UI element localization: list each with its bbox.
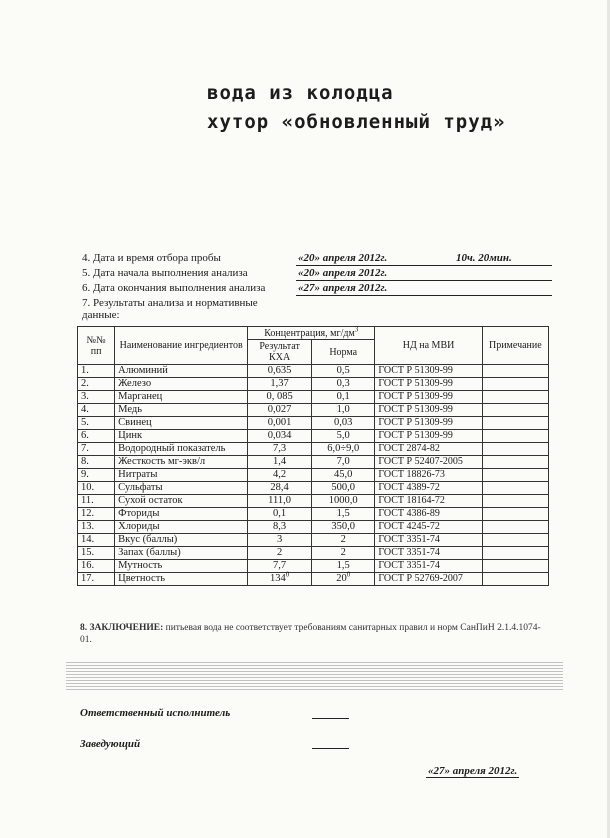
table-row bbox=[78, 482, 549, 495]
row-nd bbox=[375, 495, 482, 508]
row-note bbox=[482, 508, 548, 521]
table-header-row bbox=[78, 327, 549, 340]
row-name bbox=[115, 482, 248, 495]
row-name bbox=[115, 560, 248, 573]
row-result-text: 134 bbox=[269, 573, 286, 584]
head-signature-label: Заведующий bbox=[80, 738, 141, 750]
row-norm bbox=[312, 534, 375, 547]
row-name bbox=[115, 391, 248, 404]
row-result bbox=[248, 508, 312, 521]
row-norm-text: 1,5 bbox=[336, 508, 350, 519]
row-norm-text: 350,0 bbox=[331, 521, 356, 532]
row-norm-text: 7,0 bbox=[336, 456, 350, 467]
row-nd bbox=[375, 521, 482, 534]
row-nd bbox=[375, 508, 482, 521]
col-norm-header: Норма bbox=[312, 340, 375, 365]
row-note bbox=[482, 456, 548, 469]
row-name-text: Запах (баллы) bbox=[118, 547, 181, 558]
table-body bbox=[78, 365, 549, 586]
table-row bbox=[78, 534, 549, 547]
sample-time: 10ч. 20мин. bbox=[456, 252, 512, 264]
col-name-header: Наименование ингредиентов bbox=[115, 327, 248, 365]
row-num-text: 2. bbox=[81, 378, 89, 389]
row-norm bbox=[312, 469, 375, 482]
row-nd-text: ГОСТ 18826-73 bbox=[378, 469, 445, 480]
row-result-text: 0, 085 bbox=[266, 391, 293, 402]
row-name bbox=[115, 547, 248, 560]
row-name bbox=[115, 495, 248, 508]
row-result-sup: 0 bbox=[285, 570, 290, 579]
row-nd-text: ГОСТ 4386-89 bbox=[378, 508, 440, 519]
row-name-text: Водородный показатель bbox=[118, 443, 226, 454]
row-nd bbox=[375, 469, 482, 482]
row-result bbox=[248, 570, 312, 586]
row-norm-text: 6,0÷9,0 bbox=[327, 443, 360, 454]
row-name-text: Сухой остаток bbox=[118, 495, 183, 506]
row-nd bbox=[375, 378, 482, 391]
table-row bbox=[78, 378, 549, 391]
conclusion-text: питьевая вода не соответствует требованиям санитарных правил и норм СанПиН 2.1.4.1074-01. bbox=[80, 623, 541, 645]
row-result-text: 0,001 bbox=[267, 417, 292, 428]
row-result-text: 0,027 bbox=[267, 404, 292, 415]
row-name bbox=[115, 573, 248, 586]
row-norm-text: 2 bbox=[340, 547, 346, 558]
row-nd bbox=[375, 456, 482, 469]
row-norm-text: 20 bbox=[336, 573, 347, 584]
sample-info bbox=[82, 252, 552, 321]
hatched-band bbox=[66, 662, 563, 692]
row-name-text: Мутность bbox=[118, 560, 163, 571]
row-num bbox=[78, 547, 115, 560]
row-nd bbox=[375, 365, 482, 378]
row-num-text: 3. bbox=[81, 391, 89, 402]
row-num bbox=[78, 391, 115, 404]
row-num-text: 7. bbox=[81, 443, 89, 454]
row-norm-text: 1,5 bbox=[336, 560, 350, 571]
row-result bbox=[248, 482, 312, 495]
table-row bbox=[78, 430, 549, 443]
row-nd-text: ГОСТ Р 51309-99 bbox=[378, 404, 453, 415]
row-result-text: 7,3 bbox=[273, 443, 287, 454]
row-nd bbox=[375, 534, 482, 547]
row-note bbox=[482, 534, 548, 547]
row-note bbox=[482, 443, 548, 456]
row-nd-text: ГОСТ Р 51309-99 bbox=[378, 430, 453, 441]
row-nd-text: ГОСТ 4245-72 bbox=[378, 521, 440, 532]
row-norm bbox=[312, 391, 375, 404]
row-note bbox=[482, 378, 548, 391]
row-result-text: 0,635 bbox=[267, 365, 292, 376]
row-num bbox=[78, 560, 115, 573]
row-norm-text: 0,3 bbox=[336, 378, 350, 389]
row-num-text: 4. bbox=[81, 404, 89, 415]
row-num-text: 1. bbox=[81, 365, 89, 376]
row-norm-text: 5,0 bbox=[336, 430, 350, 441]
row-norm bbox=[312, 430, 375, 443]
end-date-value bbox=[296, 282, 552, 296]
row-note bbox=[482, 365, 548, 378]
table-row bbox=[78, 391, 549, 404]
row-norm-text: 45,0 bbox=[334, 469, 353, 480]
col-nd-header: НД на МВИ bbox=[375, 327, 482, 365]
row-nd bbox=[375, 430, 482, 443]
row-num bbox=[78, 456, 115, 469]
row-norm-text: 0,03 bbox=[334, 417, 353, 428]
col-result-header: Результат КХА bbox=[248, 340, 312, 365]
row-name-text: Фториды bbox=[118, 508, 160, 519]
end-date: «27» апреля 2012г. bbox=[298, 282, 388, 294]
row-nd-text: ГОСТ Р 52407-2005 bbox=[378, 456, 463, 467]
table-row bbox=[78, 495, 549, 508]
concentration-label: Концентрация, мг/дм bbox=[264, 327, 355, 339]
row-norm bbox=[312, 417, 375, 430]
executor-signature-label: Ответственный исполнитель bbox=[80, 707, 231, 719]
row-note bbox=[482, 404, 548, 417]
start-date-row bbox=[82, 267, 552, 282]
row-num bbox=[78, 495, 115, 508]
row-num-text: 17. bbox=[81, 573, 95, 584]
row-name-text: Цинк bbox=[118, 430, 143, 441]
row-num bbox=[78, 443, 115, 456]
row-name-text: Сульфаты bbox=[118, 482, 163, 493]
row-num-text: 15. bbox=[81, 547, 95, 558]
row-note bbox=[482, 573, 548, 586]
row-name bbox=[115, 430, 248, 443]
footer-date: «27» апреля 2012г. bbox=[428, 765, 518, 777]
row-result bbox=[248, 391, 312, 404]
row-note bbox=[482, 430, 548, 443]
sample-date-row bbox=[82, 252, 552, 267]
table-row bbox=[78, 469, 549, 482]
row-nd bbox=[375, 443, 482, 456]
table-row bbox=[78, 560, 549, 573]
row-result-text: 1,4 bbox=[273, 456, 287, 467]
table-row bbox=[78, 365, 549, 378]
row-num bbox=[78, 482, 115, 495]
row-name-text: Железо bbox=[118, 378, 152, 389]
row-name-text: Медь bbox=[118, 404, 143, 415]
end-date-row bbox=[82, 282, 552, 297]
row-name bbox=[115, 417, 248, 430]
row-norm bbox=[312, 508, 375, 521]
row-num-text: 14. bbox=[81, 534, 95, 545]
row-num bbox=[78, 378, 115, 391]
row-result bbox=[248, 365, 312, 378]
row-result-text: 0,034 bbox=[267, 430, 292, 441]
row-norm bbox=[312, 560, 375, 573]
row-norm-sup: 0 bbox=[346, 570, 351, 579]
row-result bbox=[248, 521, 312, 534]
row-norm bbox=[312, 521, 375, 534]
row-norm-text: 1000,0 bbox=[328, 495, 358, 506]
row-name-text: Нитраты bbox=[118, 469, 158, 480]
row-norm bbox=[312, 570, 375, 586]
document-title-line2: хутор «обновленный труд» bbox=[207, 111, 506, 133]
row-nd-text: ГОСТ Р 51309-99 bbox=[378, 417, 453, 428]
row-num-text: 13. bbox=[81, 521, 95, 532]
row-note bbox=[482, 482, 548, 495]
row-name bbox=[115, 365, 248, 378]
row-name bbox=[115, 508, 248, 521]
row-norm bbox=[312, 378, 375, 391]
row-num bbox=[78, 534, 115, 547]
table-row bbox=[78, 404, 549, 417]
row-num bbox=[78, 417, 115, 430]
row-nd-text: ГОСТ Р 52769-2007 bbox=[378, 573, 463, 584]
row-note bbox=[482, 469, 548, 482]
row-norm bbox=[312, 495, 375, 508]
row-name-text: Свинец bbox=[118, 417, 152, 428]
row-name bbox=[115, 521, 248, 534]
row-result-text: 0,1 bbox=[273, 508, 287, 519]
row-num bbox=[78, 365, 115, 378]
table-row bbox=[78, 456, 549, 469]
row-nd-text: ГОСТ 3351-74 bbox=[378, 534, 440, 545]
row-note bbox=[482, 560, 548, 573]
table-row bbox=[78, 417, 549, 430]
row-result bbox=[248, 417, 312, 430]
row-name-text: Хлориды bbox=[118, 521, 160, 532]
row-result-text: 8,3 bbox=[273, 521, 287, 532]
row-nd bbox=[375, 547, 482, 560]
row-num bbox=[78, 521, 115, 534]
row-note bbox=[482, 521, 548, 534]
row-num-text: 11. bbox=[81, 495, 94, 506]
row-note bbox=[482, 417, 548, 430]
row-norm bbox=[312, 456, 375, 469]
row-norm-text: 500,0 bbox=[331, 482, 356, 493]
row-nd bbox=[375, 404, 482, 417]
table-row bbox=[78, 508, 549, 521]
row-name-text: Марганец bbox=[118, 391, 163, 402]
row-result bbox=[248, 404, 312, 417]
row-result bbox=[248, 378, 312, 391]
row-num-text: 9. bbox=[81, 469, 89, 480]
row-nd-text: ГОСТ Р 51309-99 bbox=[378, 365, 453, 376]
sample-date-label: 4. Дата и время отбора пробы bbox=[82, 252, 221, 264]
head-signature-line bbox=[312, 748, 349, 749]
row-num-text: 16. bbox=[81, 560, 95, 571]
row-name-text: Вкус (баллы) bbox=[118, 534, 178, 545]
row-name bbox=[115, 469, 248, 482]
row-nd-text: ГОСТ 2874-82 bbox=[378, 443, 440, 454]
end-date-label: 6. Дата окончания выполнения анализа bbox=[82, 282, 266, 294]
row-nd-text: ГОСТ 4389-72 bbox=[378, 482, 440, 493]
row-nd-text: ГОСТ 3351-74 bbox=[378, 560, 440, 571]
row-result-text: 111,0 bbox=[268, 495, 292, 506]
row-nd-text: ГОСТ 18164-72 bbox=[378, 495, 445, 506]
row-num-text: 12. bbox=[81, 508, 95, 519]
row-nd-text: ГОСТ Р 51309-99 bbox=[378, 391, 453, 402]
row-nd bbox=[375, 482, 482, 495]
row-result bbox=[248, 430, 312, 443]
row-num bbox=[78, 573, 115, 586]
table-row bbox=[78, 547, 549, 560]
row-num-text: 8. bbox=[81, 456, 89, 467]
table-row bbox=[78, 443, 549, 456]
start-date: «20» апреля 2012г. bbox=[298, 267, 388, 279]
row-result bbox=[248, 456, 312, 469]
row-name bbox=[115, 443, 248, 456]
row-num bbox=[78, 404, 115, 417]
row-name-text: Цветность bbox=[118, 573, 166, 584]
row-norm-text: 0,5 bbox=[336, 365, 350, 376]
row-nd-text: ГОСТ Р 51309-99 bbox=[378, 378, 453, 389]
row-result bbox=[248, 469, 312, 482]
row-nd bbox=[375, 417, 482, 430]
row-result-text: 3 bbox=[276, 534, 283, 545]
row-note bbox=[482, 391, 548, 404]
row-norm-text: 2 bbox=[340, 534, 346, 545]
row-num-text: 5. bbox=[81, 417, 89, 428]
row-name-text: Алюминий bbox=[118, 365, 168, 376]
results-table bbox=[77, 326, 549, 586]
sample-date-value bbox=[296, 252, 552, 266]
row-result bbox=[248, 495, 312, 508]
row-norm bbox=[312, 365, 375, 378]
conclusion bbox=[80, 622, 550, 646]
row-name bbox=[115, 404, 248, 417]
concentration-sup: 3 bbox=[354, 325, 359, 334]
row-num bbox=[78, 469, 115, 482]
row-norm-text: 0,1 bbox=[336, 391, 350, 402]
row-note bbox=[482, 547, 548, 560]
row-result-text: 1,37 bbox=[270, 378, 289, 389]
row-result bbox=[248, 443, 312, 456]
row-nd bbox=[375, 391, 482, 404]
results-label: 7. Результаты анализа и нормативные данные: bbox=[82, 297, 258, 321]
table-row bbox=[78, 521, 549, 534]
sample-date: «20» апреля 2012г. bbox=[298, 252, 388, 264]
row-norm bbox=[312, 443, 375, 456]
row-num-text: 6. bbox=[81, 430, 89, 441]
row-name bbox=[115, 456, 248, 469]
row-num bbox=[78, 508, 115, 521]
row-norm-text: 1,0 bbox=[336, 404, 350, 415]
row-result-text: 4,2 bbox=[273, 469, 287, 480]
row-name bbox=[115, 378, 248, 391]
table-row bbox=[78, 573, 549, 586]
row-name bbox=[115, 534, 248, 547]
row-note bbox=[482, 495, 548, 508]
row-result-text: 28,4 bbox=[270, 482, 289, 493]
row-result bbox=[248, 560, 312, 573]
row-norm bbox=[312, 482, 375, 495]
row-num-text: 10. bbox=[81, 482, 95, 493]
row-result bbox=[248, 547, 312, 560]
col-concentration-header bbox=[248, 327, 375, 340]
row-nd bbox=[375, 560, 482, 573]
row-norm bbox=[312, 404, 375, 417]
conclusion-label: 8. ЗАКЛЮЧЕНИЕ: bbox=[80, 623, 164, 633]
row-result-text: 2 bbox=[276, 547, 283, 558]
row-num bbox=[78, 430, 115, 443]
row-name-text: Жесткость мг-экв/л bbox=[118, 456, 206, 467]
row-result bbox=[248, 534, 312, 547]
col-note-header: Примечание bbox=[482, 327, 548, 365]
row-nd bbox=[375, 573, 482, 586]
row-norm bbox=[312, 547, 375, 560]
row-result-text: 7,7 bbox=[273, 560, 287, 571]
start-date-value bbox=[296, 267, 552, 281]
row-nd-text: ГОСТ 3351-74 bbox=[378, 547, 440, 558]
start-date-label: 5. Дата начала выполнения анализа bbox=[82, 267, 248, 279]
col-num-header: №№ пп bbox=[78, 327, 115, 365]
document-title-line1: вода из колодца bbox=[207, 82, 394, 104]
executor-signature-line bbox=[312, 718, 349, 719]
